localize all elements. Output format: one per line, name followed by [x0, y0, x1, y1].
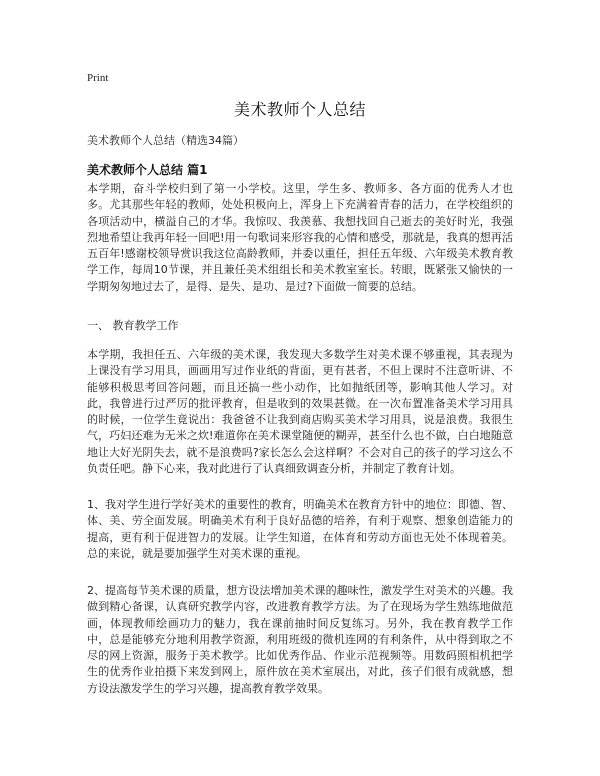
point-two-paragraph: 2、提高每节美术课的质量，想方设法增加美术课的趣味性，激发学生对美术的兴趣。我做到精心备课，认真研究教学内容，改进教育教学方法。为了在现场为学生熟练地做范画，体现教师绘画功力的魅力，我在课前抽时间反复练习。另外，我在教育教学工作中，总是能够充分地利用教学资源，利用班级的微机连网的有利条件，从中得到取之不尽的网上资源，服务于美术教学。比如优秀作品、作业示范视频等。用数码照相机把学生的优秀作业拍摄下来发到网上，原件放在美术室展出，对此，孩子们很有成就感，想方设法激发学生的学习兴趣，提高教育教学效果。 [87, 584, 513, 695]
point-one-paragraph: 1、我对学生进行学好美术的重要性的教育，明确美术在教育方针中的地位：即德、智、体、美、劳全面发展。明确美术有利于良好品德的培养，有利于观察、想象创造能力的提高，更有利于促进智力的发展。让学生知道，在体育和劳动方面也无处不体现着美。总的来说，就是要加强学生对美术课的重视。 [87, 498, 513, 560]
section-heading: 美术教师个人总结 篇1 [87, 163, 208, 177]
subtitle: 美术教师个人总结（精选34篇） [87, 134, 244, 147]
work-paragraph: 本学期，我担任五、六年级的美术课，我发现大多数学生对美术课不够重视，其表现为上课没有学习用具，画画用写过作业纸的背面，更有甚者，不但上课时不注意听讲、不能够积极思考回答问题，而且还搞一些小动作，比如抛纸团等，影响其他人学习。对此，我曾进行过严厉的批评教育，但是收到的效果甚微。在一次布置准备美术学习用具的时候，一位学生竟说出：我爸爸不让我到商店购买美术学习用具，说是浪费。我很生气，巧妇还难为无米之炊!难道你在美术课堂随便的糊弄，甚至什么也不做，白白地随意地让大好光阴失去，就不是浪费吗?家长怎么会这样啊？不会对自己的孩子的学习这么不负责任吧。静下心来，我对此进行了认真细致调查分析，并制定了教育计划。 [87, 348, 513, 476]
print-link[interactable]: Print [87, 72, 109, 84]
intro-paragraph: 本学期，奋斗学校归到了第一小学校。这里，学生多、教师多、各方面的优秀人才也多。尤其那些年轻的教师，处处积极向上，浑身上下充满着青春的活力，在学校组织的各项活动中，横溢自己的才华。我惊叹、我羡慕、我想找回自己逝去的美好时光，我强烈地希望让我再年轻一回吧!用一句歌词来形容我的心情和感受，那就是，我真的想再活五百年!感谢校领导赏识我这位高龄教师，并委以重任，担任五年级、六年级美术教育教学工作，每周10节课，并且兼任美术组组长和美术教室室长。转眼，既紧张又愉快的一学期匆匆地过去了，是得、是失、是功、是过?下面做一简要的总结。 [87, 182, 513, 293]
page-title: 美术教师个人总结 [233, 100, 366, 119]
subsection-heading: 一、 教育教学工作 [87, 319, 179, 332]
